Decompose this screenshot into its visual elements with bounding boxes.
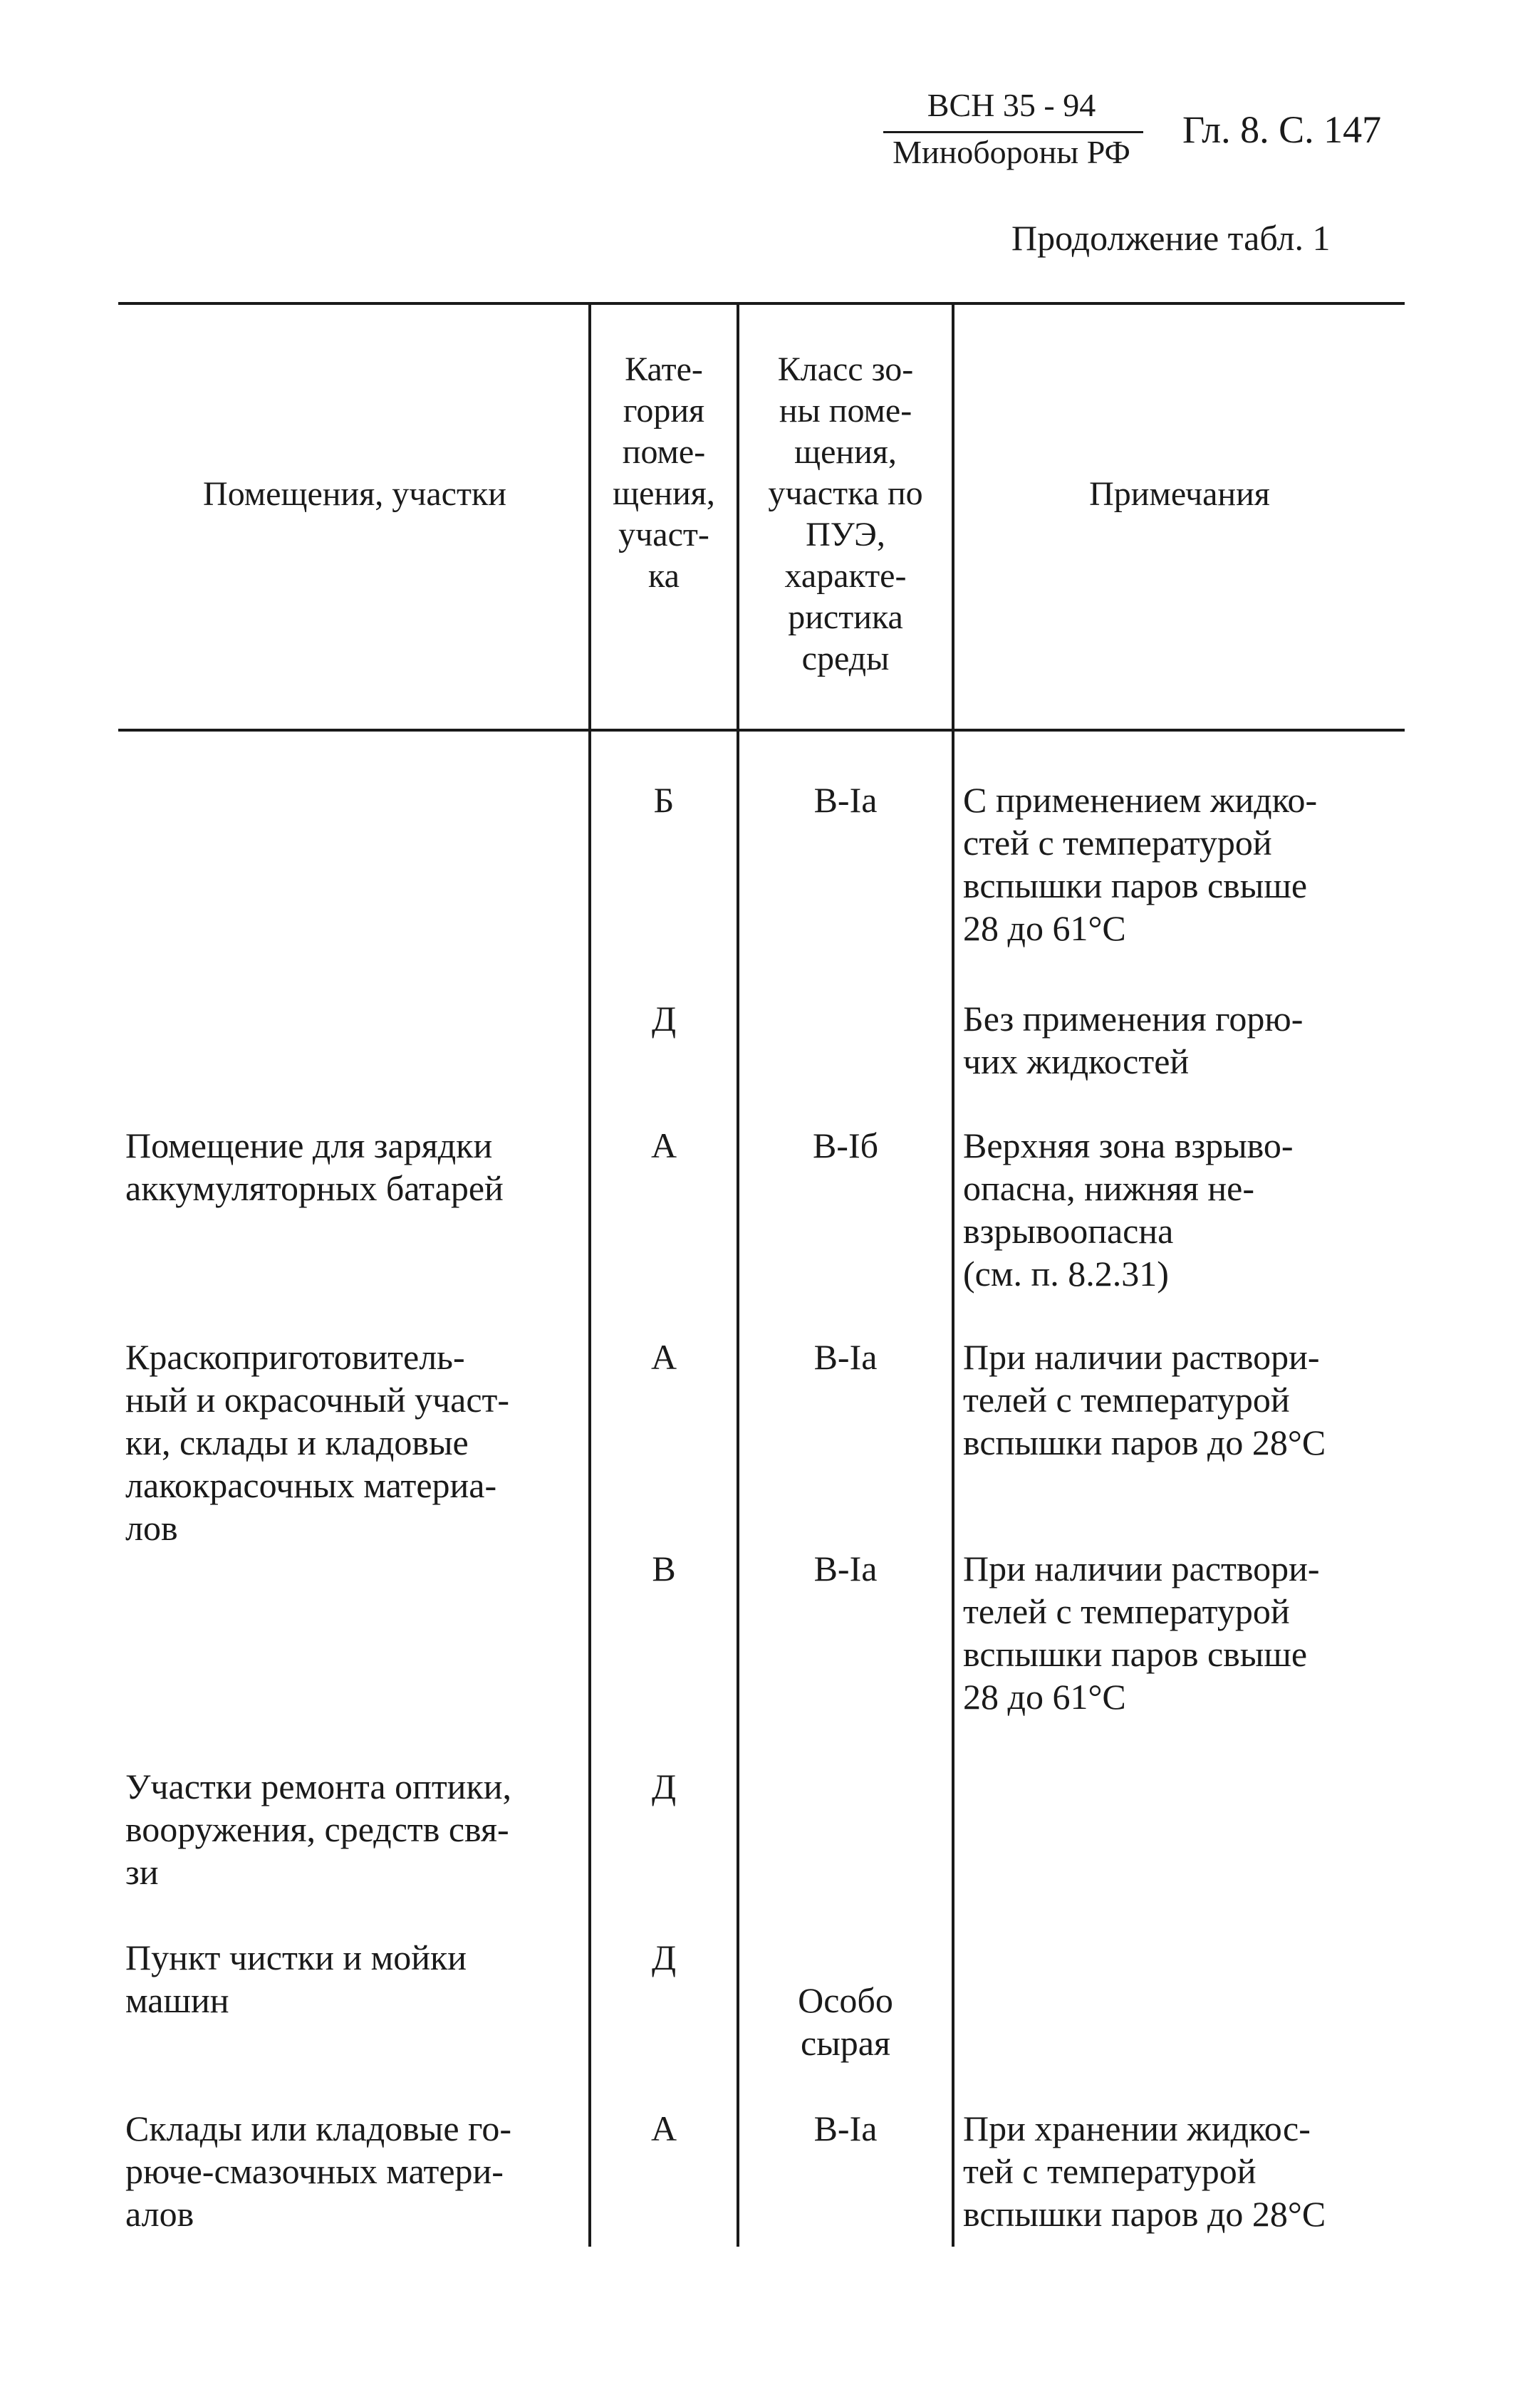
table-cell-category: Д <box>651 999 677 1039</box>
table-cell-zone: Особо сырая <box>798 1980 893 2063</box>
table-cell-category: А <box>650 2108 677 2148</box>
table-cell-category: Д <box>651 1767 677 1806</box>
table-cell-category: Б <box>653 780 675 820</box>
table-cell-notes: С применением жидко- стей с температурой вспышки паров свыше 28 до 61°С <box>963 780 1318 948</box>
table-cell-category: А <box>650 1337 677 1377</box>
column-header-category: Кате- гория поме- щения, участ- ка <box>613 350 715 595</box>
table-continuation-caption: Продолжение табл. 1 <box>1011 218 1331 258</box>
column-header-zone-class: Класс зо- ны поме- щения, участка по ПУЭ, характе- ристика среды <box>768 350 923 677</box>
table-cell-premises: Краскоприготовитель- ный и окрасочный участ- ки, склады и кладовые лакокрасочных материа- лов <box>125 1337 510 1548</box>
column-divider <box>952 302 954 2247</box>
table-cell-premises: Участки ремонта оптики, вооружения, средств свя- зи <box>125 1767 511 1892</box>
document-organization: Минобороны РФ <box>893 134 1130 170</box>
chapter-page-number: Гл. 8. С. 147 <box>1182 108 1382 151</box>
table-cell-zone: В-Iа <box>813 780 878 820</box>
table-cell-premises: Пункт чистки и мойки машин <box>125 1938 467 2020</box>
table-cell-premises: Помещение для зарядки аккумуляторных батарей <box>125 1125 504 1208</box>
table-cell-notes: При наличии раствори- телей с температурой вспышки паров до 28°С <box>963 1337 1326 1462</box>
table-header-rule <box>118 729 1405 732</box>
table-cell-zone: В-Iа <box>813 1549 878 1588</box>
column-header-premises: Помещения, участки <box>203 475 506 513</box>
table-cell-category: В <box>652 1549 676 1588</box>
column-header-notes: Примечания <box>1089 475 1270 513</box>
table-cell-notes: При хранении жидкос- тей с температурой вспышки паров до 28°С <box>963 2108 1326 2234</box>
table-cell-category: Д <box>651 1938 677 1977</box>
table-cell-notes: При наличии раствори- телей с температурой вспышки паров свыше 28 до 61°С <box>963 1549 1320 1717</box>
document-code: ВСН 35 - 94 <box>927 87 1096 123</box>
table-cell-zone: В-Iа <box>813 2108 878 2148</box>
table-cell-zone: В-Iб <box>812 1125 879 1165</box>
table-cell-notes: Без применения горю- чих жидкостей <box>963 999 1304 1081</box>
table-top-rule <box>118 302 1405 305</box>
table-cell-premises: Склады или кладовые го- рюче-смазочных матери- алов <box>125 2108 511 2234</box>
table-cell-category: А <box>650 1125 677 1165</box>
table-cell-notes: Верхняя зона взрыво- опасна, нижняя не- взрывоопасна (см. п. 8.2.31) <box>963 1125 1294 1294</box>
table-cell-zone: В-Iа <box>813 1337 878 1377</box>
